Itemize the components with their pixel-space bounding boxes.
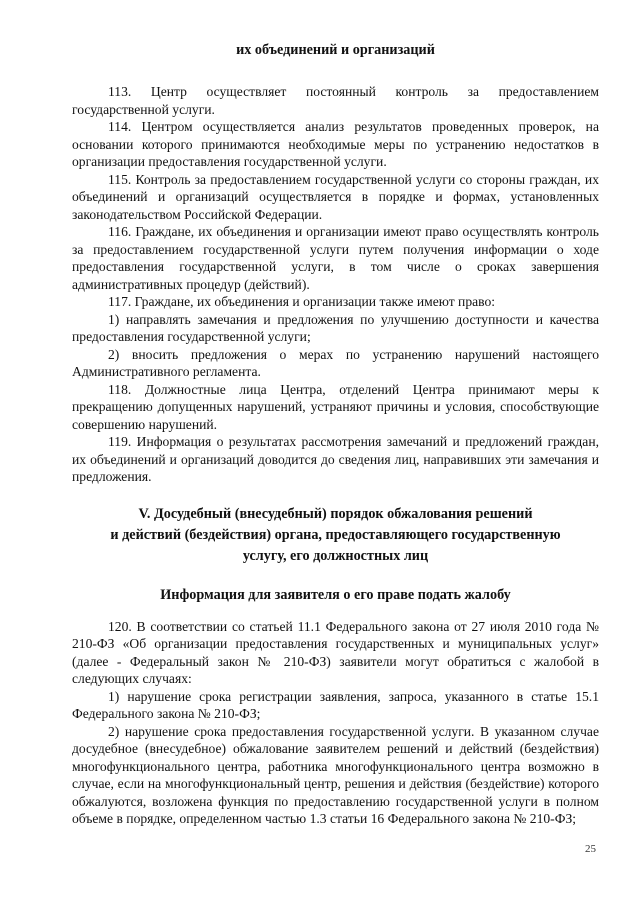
paragraph-113: 113. Центр осуществляет постоянный контроль за предоставлением государственной услуги. [72, 84, 599, 117]
subparagraph-120-1: 1) нарушение срока регистрации заявления, запроса, указанного в статье 15.1 Федерального закона № 210-ФЗ; [72, 688, 599, 721]
subparagraph-120-2: 2) нарушение срока предоставления государственной услуги. В указанном случае досудебное (внесудебное) обжалование заявителем решений и действий (бездействия) многофункционального центра, работника многофункционального центра возможно в случае, если на многофункциональный центр, решения и действия (бездействие) которого обжалуются, возложена функция по предоставлению государственной услуги в полном объеме в порядке, определенном частью 1.3 статьи 16 Федерального закона № 210-ФЗ; [72, 723, 599, 826]
paragraph-114: 114. Центром осуществляется анализ результатов проведенных проверок, на основании которого принимаются необходимые меры по устранению недостатков в организации предоставления государственной услуги. [72, 119, 599, 169]
paragraph-118: 118. Должностные лица Центра, отделений Центра принимают меры к прекращению допущенных нарушений, устраняют причины и условия, способствующие совершению нарушений. [72, 381, 599, 432]
continued-section-heading: их объединений и организаций [236, 42, 435, 58]
subparagraph-117-2: 2) вносить предложения о мерах по устранению нарушений настоящего Административного регламента. [72, 346, 599, 379]
section-v-heading-line: и действий (бездействия) органа, предоставляющего государственную [110, 526, 561, 543]
page-content [72, 40, 599, 828]
paragraph-116: 116. Граждане, их объединения и организации имеют право осуществлять контроль за предоставлением государственной услуги путем получения информации о ходе предоставления государственной услуги, в том числе о сроках завершения административных процедур (действий). [72, 224, 599, 292]
section-v-heading-line: услугу, его должностных лиц [242, 547, 429, 564]
section-v-heading-line: V. Досудебный (внесудебный) порядок обжалования решений [138, 505, 533, 522]
paragraph-120: 120. В соответствии со статьей 11.1 Федерального закона от 27 июля 2010 года № 210-ФЗ «Об организации предоставления государственных и муниципальных услуг» (далее - Федеральный закон № 210-ФЗ) заявители могут обратиться с жалобой в следующих случаях: [72, 618, 599, 686]
page-number: 25 [585, 843, 596, 855]
paragraph-119: 119. Информация о результатах рассмотрения замечаний и предложений граждан, их объединений и организаций доводится до сведения лиц, направивших эти замечания и предложения. [72, 434, 599, 484]
paragraph-117: 117. Граждане, их объединения и организации также имеют право: [108, 294, 496, 309]
subparagraph-117-1: 1) направлять замечания и предложения по улучшению доступности и качества предоставления государственной услуги; [72, 311, 599, 344]
paragraph-115: 115. Контроль за предоставлением государственной услуги со стороны граждан, их объединений и организаций осуществляется в порядке и формах, установленных законодательством Российской Федерации. [72, 171, 599, 222]
complaint-info-subheading: Информация для заявителя о его праве подать жалобу [160, 586, 511, 603]
section-v-heading [72, 504, 599, 567]
